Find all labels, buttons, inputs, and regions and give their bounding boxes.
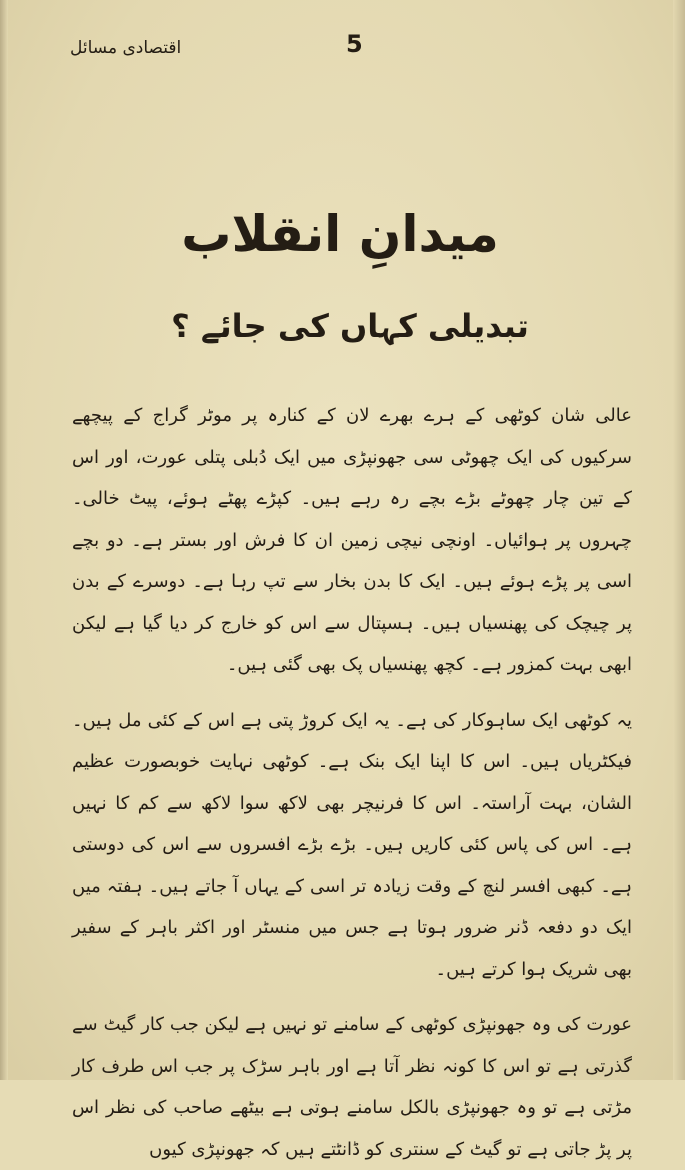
running-head-title: اقتصادی مسائل bbox=[70, 38, 182, 58]
paragraph-1: عالی شان کوٹھی کے ہرے بھرے لان کے کنارہ پر موٹر گراج کے پیچھے سرکیوں کی ایک چھوٹی سی جھونپڑی میں ایک دُبلی پتلی عورت، اور اس کے تین چار چھوٹے بڑے بچے رہ رہے ہیں۔ کپڑے پھٹے ہوئے، پیٹ خالی۔ چہروں پر ہوائیاں۔ اونچی نیچی زمین ان کا فرش اور بستر ہے۔ دو بچے اسی پر پڑے ہوئے ہیں۔ ایک کا بدن بخار سے تپ رہا ہے۔ دوسرے کے بدن پر چیچک کی پھنسیاں ہیں۔ ہسپتال سے اس کو خارج کر دیا گیا ہے لیکن ابھی بہت کمزور ہے۔ کچھ پھنسیاں پک بھی گئی ہیں۔ bbox=[72, 405, 632, 675]
paragraph-3: عورت کی وہ جھونپڑی کوٹھی کے سامنے تو نہیں ہے لیکن جب کار گیٹ سے گذرتی ہے تو اس کا کونہ نظر آتا ہے اور باہر سڑک پر جب اس طرف کار مڑتی ہے تو وہ جھونپڑی بالکل سامنے ہوتی ہے بیٹھے صاحب کی نظر اس پر پڑ جاتی ہے تو گیٹ کے سنتری کو ڈانٹتے ہیں کہ جھونپڑی کیوں bbox=[72, 1014, 632, 1160]
page-number: 5 bbox=[346, 30, 363, 58]
paragraph-2: یہ کوٹھی ایک ساہوکار کی ہے۔ یہ ایک کروڑ پتی ہے اس کے کئی مل ہیں۔ فیکٹریاں ہیں۔ اس کا اپنا ایک بنک ہے۔ کوٹھی نہایت خوبصورت عظیم الشان، بہت آراستہ۔ اس کا فرنیچر بھی لاکھ سوا لاکھ سے کم کا نہیں ہے۔ اس کی پاس کئی کاریں ہیں۔ بڑے بڑے افسروں سے اس کی دوستی ہے۔ کبھی افسر لنچ کے وقت زیادہ تر اسی کے یہاں آ جاتے ہیں۔ ہفتہ میں ایک دو دفعہ ڈنر ضرور ہوتا ہے جس میں منسٹر اور اکثر باہر کے سفیر بھی شریک ہوا کرتے ہیں۔ bbox=[72, 709, 632, 980]
chapter-title: میدانِ انقلاب bbox=[181, 205, 499, 263]
body-text bbox=[72, 395, 632, 1170]
page-left-edge-shadow bbox=[0, 0, 8, 1080]
chapter-subtitle: تبدیلی کہاں کی جائے ؟ bbox=[171, 307, 529, 345]
page-right-edge-shadow bbox=[673, 0, 685, 1080]
